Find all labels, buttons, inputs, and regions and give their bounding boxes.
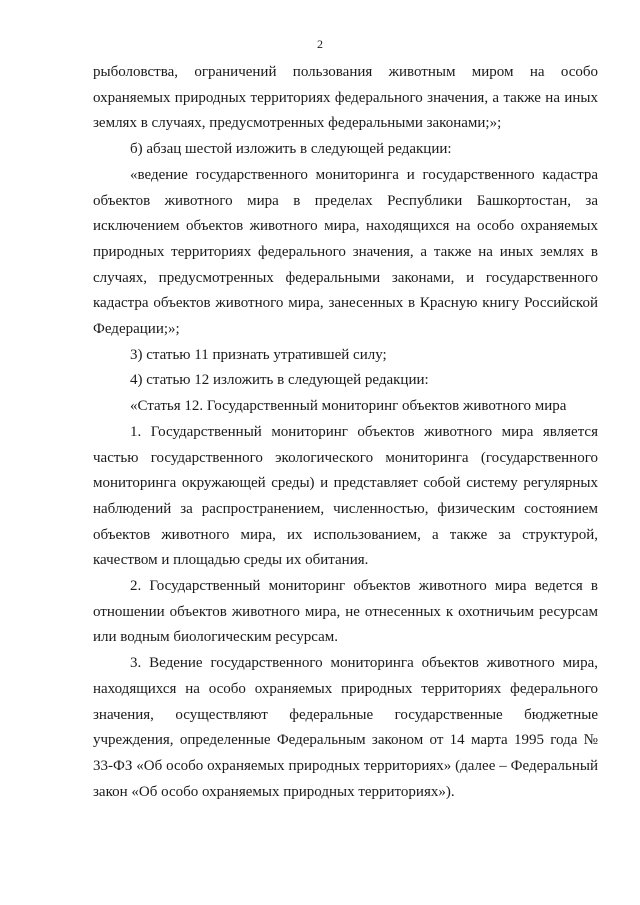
article-12-clause-1: 1. Государственный мониторинг объектов животного мира является частью государственного экологического мониторинга (государственного мониторинга окружающей среды) и представляет собой систему регулярных наблюдений за распространением, численностью, физическим состоянием объектов животного мира, их использованием, а также за структурой, качеством и площадью среды их обитания. (93, 423, 598, 569)
article-12-clause-3: 3. Ведение государственного мониторинга объектов животного мира, находящихся на особо охраняемых природных территориях федерального значения, осуществляют федеральные государственные бюджетные учреждения, определенные Федеральным законом от 14 марта 1995 года № 33-ФЗ «Об особо охраняемых природных территориях» (далее – Федеральный закон «Об особо охраняемых природных территориях»). (93, 655, 598, 800)
page-number: 2 (317, 37, 323, 51)
document-body (93, 60, 598, 805)
paragraph-continuation: рыболовства, ограничений пользования животным миром на особо охраняемых природных территориях федерального значения, а также на иных землях в случаях, предусмотренных федеральными законами;»; (93, 64, 598, 132)
article-12-heading: «Статья 12. Государственный мониторинг объектов животного мира (130, 398, 567, 415)
paragraph-amendment-4: 4) статью 12 изложить в следующей редакции: (130, 372, 429, 389)
paragraph-amendment-3: 3) статью 11 признать утратившей силу; (130, 346, 387, 363)
paragraph-quoted-text: «ведение государственного мониторинга и государственного кадастра объектов животного мира в пределах Республики Башкортостан, за исключением объектов животного мира, находящихся на особо охраняемых природных территориях федерального значения, а также на иных землях в случаях, предусмотренных федеральными законами, и государственного кадастра объектов животного мира, занесенных в Красную книгу Российской Федерации;»; (93, 166, 598, 338)
paragraph-amendment-b: б) абзац шестой изложить в следующей редакции: (130, 141, 452, 158)
article-12-clause-2: 2. Государственный мониторинг объектов животного мира ведется в отношении объектов животного мира, не отнесенных к охотничьим ресурсам или водным биологическим ресурсам. (93, 578, 598, 646)
